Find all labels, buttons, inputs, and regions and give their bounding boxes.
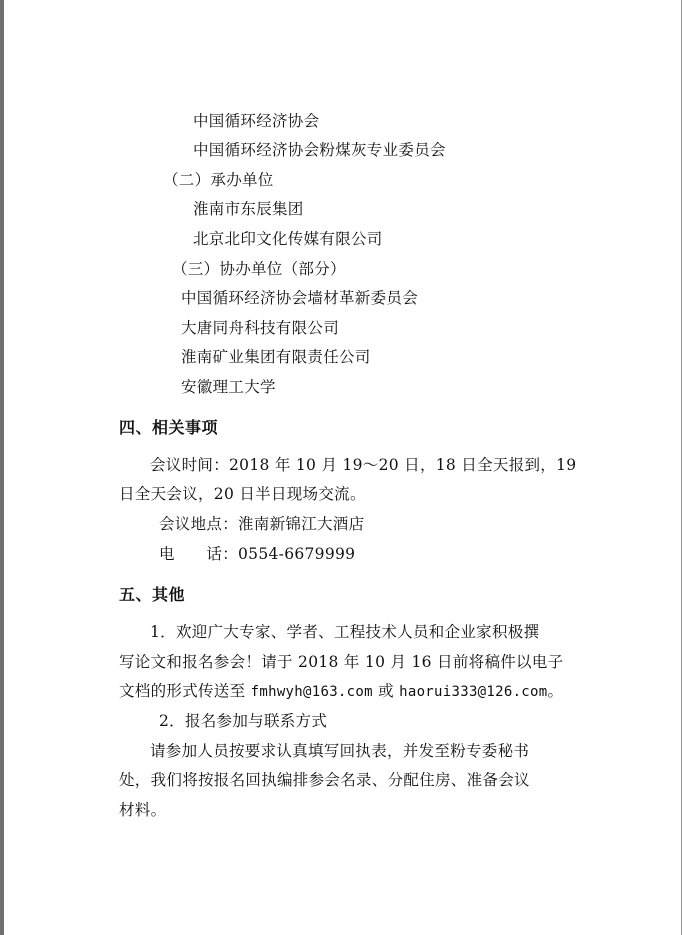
item-2-line-3: 材料。 bbox=[119, 801, 167, 819]
item-1-line-3 bbox=[119, 681, 563, 702]
item-1-line-1: 1．欢迎广大专家、学者、工程技术人员和企业家积极撰 bbox=[150, 623, 540, 641]
section-5-heading: 五、其他 bbox=[119, 585, 186, 604]
item-2-title: 2．报名参加与联系方式 bbox=[159, 712, 328, 730]
phone-number: 0554-6679999 bbox=[238, 545, 356, 563]
coorganizer-org-3: 淮南矿业集团有限责任公司 bbox=[181, 348, 371, 366]
item-1-line-2: 写论文和报名参会！请于 2018 年 10 月 16 日前将稿件以电子 bbox=[119, 653, 564, 671]
item-1-line-3-suffix: 。 bbox=[547, 682, 564, 700]
host-org-1: 淮南市东辰集团 bbox=[193, 200, 304, 218]
organizer-2: 中国循环经济协会粉煤灰专业委员会 bbox=[193, 141, 446, 159]
coorganizer-org-1: 中国循环经济协会墙材革新委员会 bbox=[181, 289, 419, 307]
coorganizer-org-4: 安徽理工大学 bbox=[181, 378, 276, 396]
host-heading: （二）承办单位 bbox=[163, 171, 274, 189]
organizer-1: 中国循环经济协会 bbox=[193, 112, 320, 130]
email-link-1[interactable]: fmhwyh@163.com bbox=[250, 684, 373, 700]
meeting-time-line-1: 会议时间：2018 年 10 月 19～20 日，18 日全天报到，19 bbox=[150, 456, 577, 474]
item-1-line-3-mid: 或 bbox=[372, 682, 400, 700]
coorganizer-org-2: 大唐同舟科技有限公司 bbox=[181, 319, 340, 337]
phone-line bbox=[159, 544, 355, 564]
host-org-2: 北京北印文化传媒有限公司 bbox=[193, 230, 383, 248]
section-4-heading: 四、相关事项 bbox=[119, 418, 219, 437]
email-link-2[interactable]: haorui333@126.com bbox=[399, 684, 548, 700]
phone-label: 电 话： bbox=[159, 545, 239, 563]
item-1-line-3-prefix: 文档的形式传送至 bbox=[119, 682, 251, 700]
item-2-line-2: 处，我们将按报名回执编排参会名录、分配住房、准备会议 bbox=[119, 771, 530, 789]
coorganizer-heading: （三）协办单位（部分） bbox=[172, 260, 346, 278]
meeting-time-line-2: 日全天会议，20 日半日现场交流。 bbox=[119, 485, 366, 503]
item-2-line-1: 请参加人员按要求认真填写回执表，并发至粉专委秘书 bbox=[150, 742, 530, 760]
meeting-location: 会议地点：淮南新锦江大酒店 bbox=[159, 515, 365, 533]
